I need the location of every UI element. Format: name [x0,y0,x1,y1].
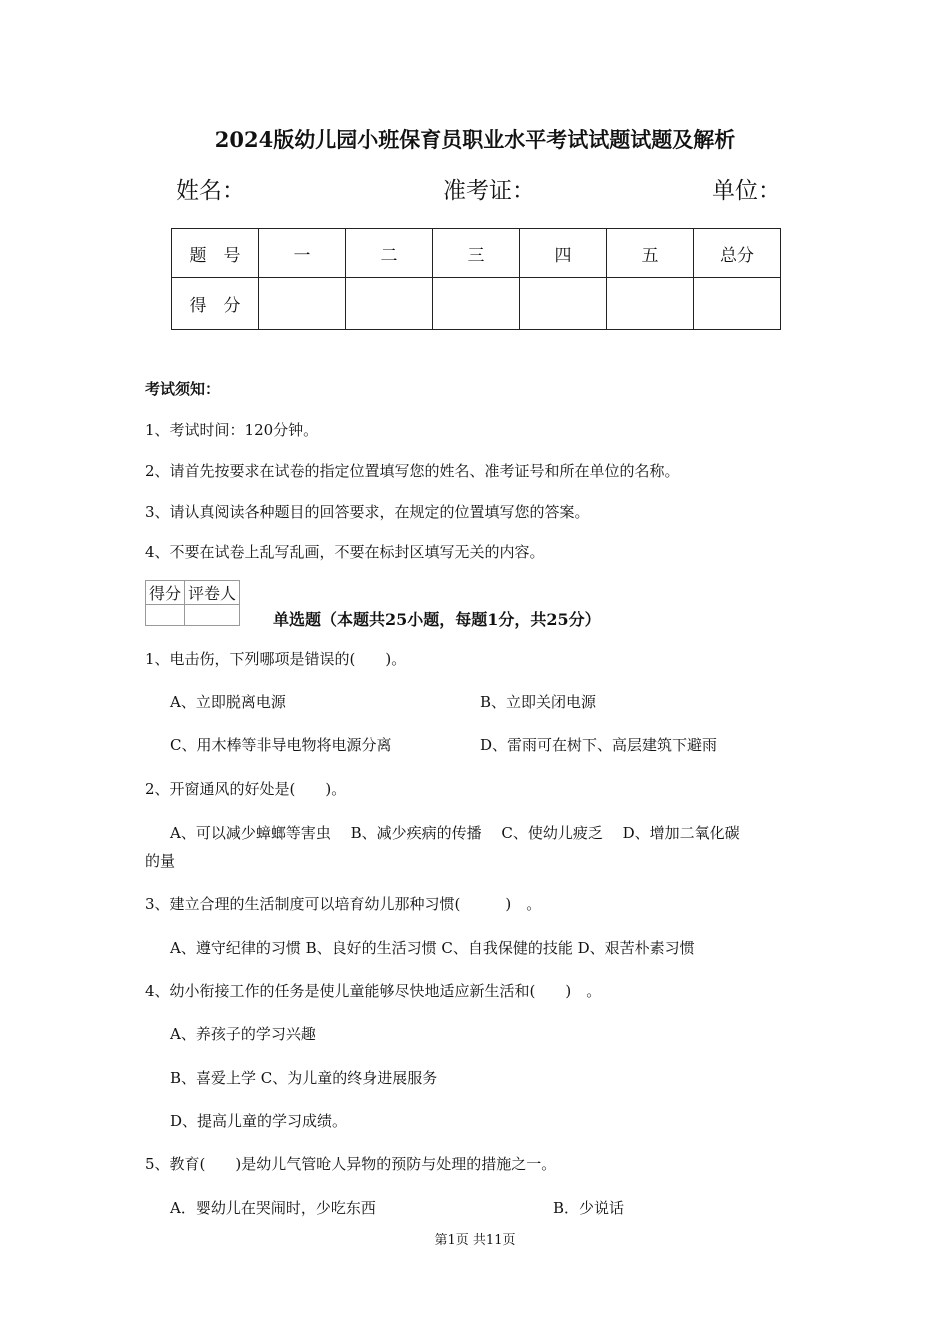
grader-reviewer-cell [185,605,240,626]
option: C、用木棒等非导电物将电源分离 [170,736,392,754]
name-field-label: 姓名： [176,178,245,204]
option: B．少说话 [553,1199,625,1217]
option-line: A、可以减少蟑螂等害虫 B、减少疾病的传播 C、使幼儿疲乏 D、增加二氧化碳 [170,824,740,842]
score-table-header-cell: 一 [259,229,346,278]
unit-field-label: 单位： [712,178,781,204]
score-row-label: 得 分 [172,278,259,330]
section-heading: 单选题（本题共25小题，每题1分，共25分） [273,610,601,629]
score-table-score-row [172,278,781,330]
score-cell [520,278,607,330]
score-table-header-cell: 题 号 [172,229,259,278]
grader-score-cell [146,605,185,626]
option-line: A、遵守纪律的习惯 B、良好的生活习惯 C、自我保健的技能 D、艰苦朴素习惯 [170,939,695,957]
option: A．婴幼儿在哭闹时，少吃东西 [170,1199,376,1217]
score-cell [346,278,433,330]
exam-title: 2024版幼儿园小班保育员职业水平考试试题试题及解析 [214,127,736,152]
option: D、提高儿童的学习成绩。 [170,1112,348,1130]
score-table-header-cell: 三 [433,229,520,278]
option: A、养孩子的学习兴趣 [170,1025,316,1043]
grader-reviewer-label: 评卷人 [185,581,240,605]
grader-box [145,580,240,626]
question-stem: 1、电击伤，下列哪项是错误的( )。 [145,650,407,668]
question-stem: 3、建立合理的生活制度可以培育幼儿那种习惯( ) 。 [145,895,542,913]
grader-score-label: 得分 [146,581,185,605]
score-cell [433,278,520,330]
option-line: 的量 [145,852,176,870]
option: A、立即脱离电源 [170,693,286,711]
score-table-header-cell: 总分 [694,229,781,278]
score-table-header-cell: 二 [346,229,433,278]
score-cell [259,278,346,330]
score-cell [694,278,781,330]
page-footer: 第1页 共11页 [434,1233,516,1248]
exam-number-field-label: 准考证： [443,178,535,204]
notice-item: 3、请认真阅读各种题目的回答要求，在规定的位置填写您的答案。 [145,503,590,521]
score-cell [607,278,694,330]
option: B、喜爱上学 C、为儿童的终身进展服务 [170,1069,438,1087]
question-stem: 2、开窗通风的好处是( )。 [145,780,347,798]
question-stem: 4、幼小衔接工作的任务是使儿童能够尽快地适应新生活和( ) 。 [145,982,602,1000]
score-table-header-cell: 四 [520,229,607,278]
score-table-header-cell: 五 [607,229,694,278]
notice-heading: 考试须知： [145,380,221,398]
notice-item: 1、考试时间：120分钟。 [145,421,319,439]
score-table-header-row [172,229,781,278]
notice-item: 4、不要在试卷上乱写乱画，不要在标封区填写无关的内容。 [145,543,545,561]
option: B、立即关闭电源 [480,693,597,711]
score-table [171,228,781,330]
option: D、雷雨可在树下、高层建筑下避雨 [480,736,718,754]
question-stem: 5、教育( )是幼儿气管呛人异物的预防与处理的措施之一。 [145,1155,557,1173]
notice-item: 2、请首先按要求在试卷的指定位置填写您的姓名、准考证号和所在单位的名称。 [145,462,680,480]
